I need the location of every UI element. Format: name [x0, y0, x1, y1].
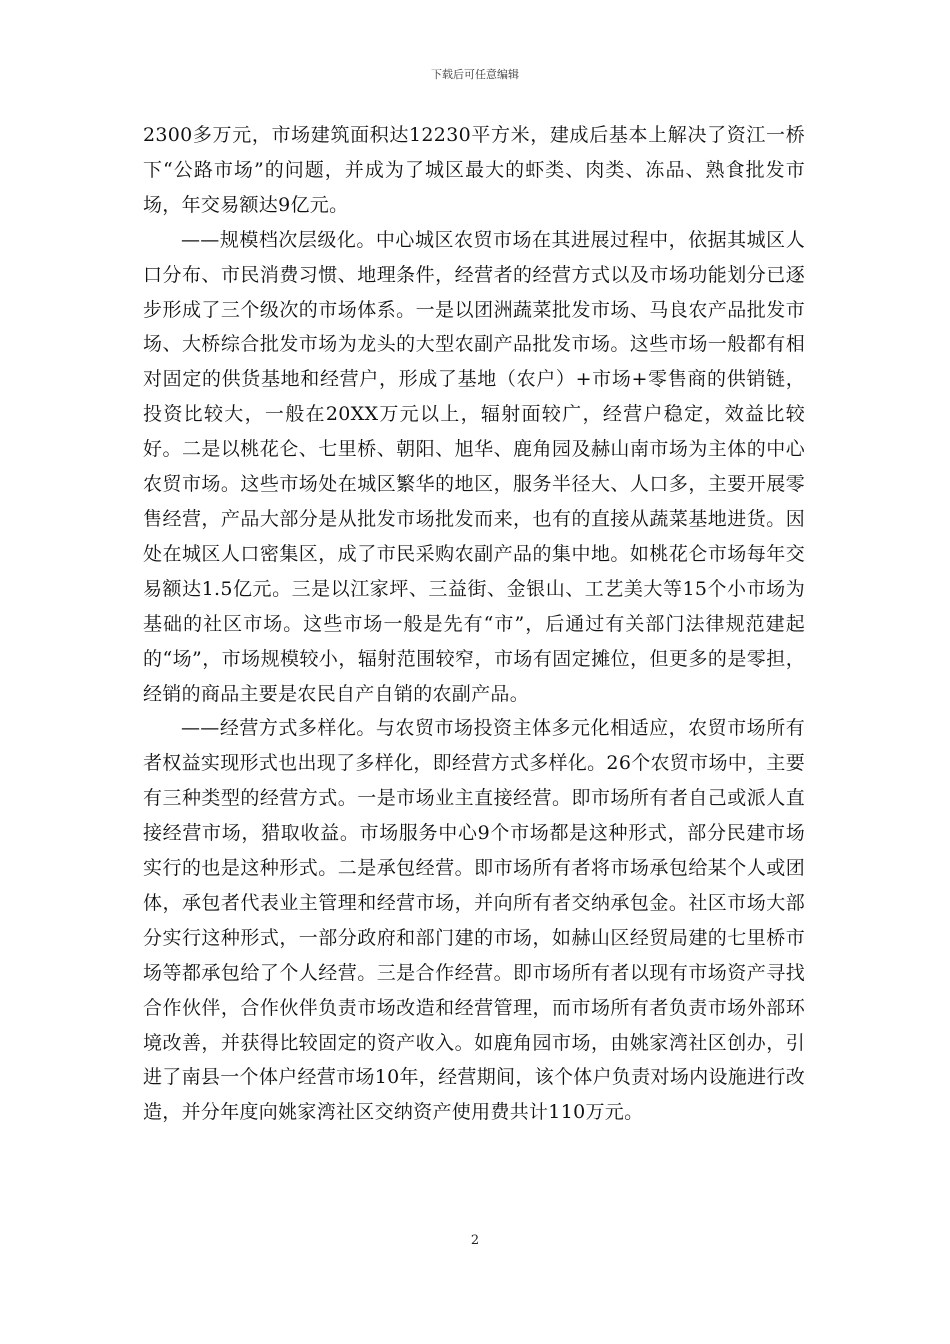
page-header: 下载后可任意编辑	[431, 68, 519, 81]
paragraph-3: ——经营方式多样化。与农贸市场投资主体多元化相适应，农贸市场所有者权益实现形式也出现了多样化，即经营方式多样化。26个农贸市场中，主要有三种类型的经营方式。一是市场业主直接经营。即市场所有者自己或派人直接经营市场，猎取收益。市场服务中心9个市场都是这种形式，部分民建市场实行的也是这种形式。二是承包经营。即市场所有者将市场承包给某个人或团体，承包者代表业主管理和经营市场，并向所有者交纳承包金。社区市场大部分实行这种形式，一部分政府和部门建的市场，如赫山区经贸局建的七里桥市场等都承包给了个人经营。三是合作经营。即市场所有者以现有市场资产寻找合作伙伴，合作伙伴负责市场改造和经营管理，而市场所有者负责市场外部环境改善，并获得比较固定的资产收入。如鹿角园市场，由姚家湾社区创办，引进了南县一个体户经营市场10年，经营期间，该个体户负责对场内设施进行改造，并分年度向姚家湾社区交纳资产使用费共计110万元。	[143, 717, 805, 1124]
paragraph-1: 2300多万元，市场建筑面积达12230平方米，建成后基本上解决了资江一桥下“公路市场”的问题，并成为了城区最大的虾类、肉类、冻品、熟食批发市场，年交易额达9亿元。	[143, 124, 805, 216]
page-number: 2	[470, 1233, 480, 1248]
paragraph-2: ——规模档次层级化。中心城区农贸市场在其进展过程中，依据其城区人口分布、市民消费习惯、地理条件，经营者的经营方式以及市场功能划分已逐步形成了三个级次的市场体系。一是以团洲蔬菜批发市场、马良农产品批发市场、大桥综合批发市场为龙头的大型农副产品批发市场。这些市场一般都有相对固定的供货基地和经营户，形成了基地（农户）+市场+零售商的供销链，投资比较大，一般在20XX万元以上，辐射面较广，经营户稳定，效益比较好。二是以桃花仑、七里桥、朝阳、旭华、鹿角园及赫山南市场为主体的中心农贸市场。这些市场处在城区繁华的地区，服务半径大、人口多，主要开展零售经营，产品大部分是从批发市场批发而来，也有的直接从蔬菜基地进货。因处在城区人口密集区，成了市民采购农副产品的集中地。如桃花仑市场每年交易额达1.5亿元。三是以江家坪、三益街、金银山、工艺美大等15个小市场为基础的社区市场。这些市场一般是先有“市”，后通过有关部门法律规范建起的“场”，市场规模较小，辐射范围较窄，市场有固定摊位，但更多的是零担，经销的商品主要是农民自产自销的农副产品。	[143, 228, 805, 705]
document-body	[143, 118, 805, 1130]
